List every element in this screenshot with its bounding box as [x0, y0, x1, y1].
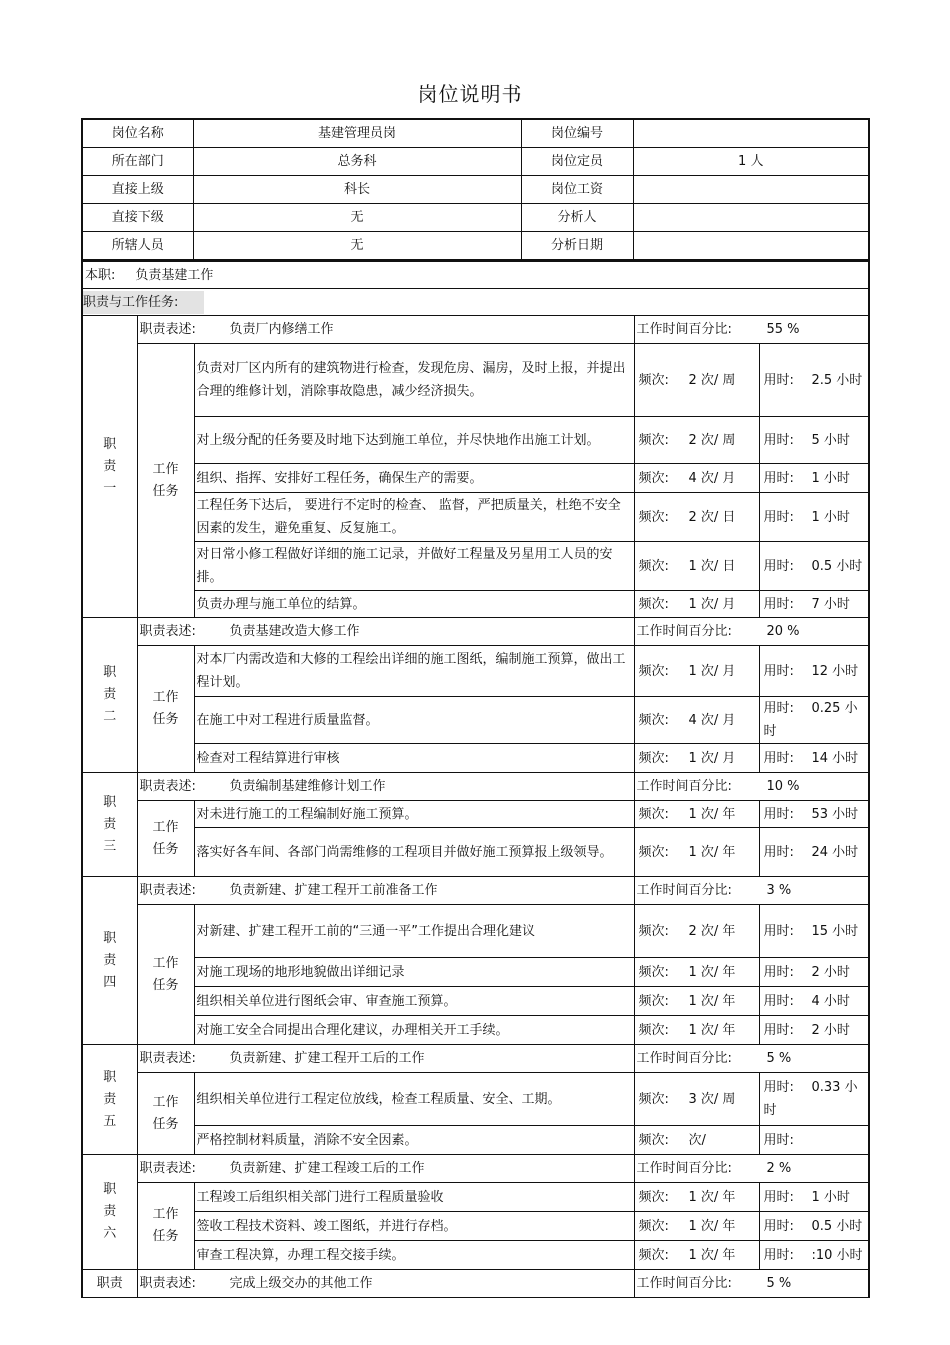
time-label: 用时:	[763, 1189, 794, 1205]
freq-label: 频次:	[638, 558, 669, 574]
freq-label: 频次:	[638, 432, 669, 448]
time-label: 用时:	[763, 964, 794, 980]
freq-value: 1 次/ 年	[688, 964, 736, 980]
task-frequency	[634, 1183, 759, 1212]
freq-value: 1 次/ 年	[688, 844, 736, 860]
freq-label: 频次:	[638, 1022, 669, 1038]
time-label: 用时:	[763, 1022, 794, 1038]
info-label2: 岗位编号	[521, 119, 633, 148]
info-value2	[633, 176, 869, 204]
time-value: 7 小时	[811, 596, 850, 612]
freq-label: 频次:	[638, 596, 669, 612]
freq-label: 频次:	[638, 844, 669, 860]
task-time	[759, 646, 869, 697]
percent-label: 工作时间百分比:	[636, 1276, 732, 1291]
info-value: 无	[193, 204, 521, 232]
time-label: 用时:	[763, 470, 794, 486]
task-time	[759, 1073, 869, 1126]
time-value: 5 小时	[811, 432, 850, 448]
freq-label: 频次:	[638, 964, 669, 980]
task-group-label: 工作任务	[137, 1183, 194, 1270]
duty-desc-row	[82, 877, 869, 905]
info-label: 直接下级	[82, 204, 193, 232]
info-label2: 分析日期	[521, 232, 633, 261]
time-value: 0.5 小时	[811, 558, 863, 574]
task-frequency	[634, 1016, 759, 1045]
task-frequency	[634, 493, 759, 542]
freq-label: 频次:	[638, 1247, 669, 1263]
freq-label: 频次:	[638, 923, 669, 939]
task-time	[759, 591, 869, 618]
task-text: 对上级分配的任务要及时地下达到施工单位，并尽快地作出施工计划。	[194, 417, 634, 464]
freq-value: 1 次/ 年	[688, 993, 736, 1009]
time-value: 1 小时	[811, 1189, 850, 1205]
percent-label: 工作时间百分比:	[636, 1161, 732, 1176]
duty-desc-cell	[137, 773, 634, 801]
task-group-label: 工作任务	[137, 801, 194, 877]
task-row	[82, 646, 869, 697]
duty-desc-text: 负责基建改造大修工作	[229, 624, 360, 639]
freq-value: 2 次/ 周	[688, 372, 736, 388]
freq-value: 2 次/ 日	[688, 509, 736, 525]
duty-desc-label: 职责表述:	[139, 322, 196, 337]
percent-label: 工作时间百分比:	[636, 624, 732, 639]
task-row	[82, 801, 869, 828]
percent-cell	[634, 877, 869, 905]
freq-label: 频次:	[638, 663, 669, 679]
freq-value: 2 次/ 周	[688, 432, 736, 448]
info-row	[82, 176, 869, 204]
freq-value: 1 次/ 年	[688, 1247, 736, 1263]
freq-value: 4 次/ 月	[688, 470, 736, 486]
freq-value: 次/	[688, 1132, 706, 1148]
freq-value: 1 次/ 年	[688, 1189, 736, 1205]
task-row	[82, 1212, 869, 1241]
freq-label: 频次:	[638, 1218, 669, 1234]
duty-desc-row	[82, 1045, 869, 1073]
freq-value: 1 次/ 月	[688, 596, 736, 612]
percent-value: 10 %	[766, 779, 800, 794]
task-text: 检查对工程结算进行审核	[194, 744, 634, 773]
task-frequency	[634, 591, 759, 618]
duty-name: 职责四	[82, 877, 137, 1045]
task-time	[759, 1016, 869, 1045]
duty-desc-text: 负责新建、扩建工程竣工后的工作	[229, 1161, 425, 1176]
info-label: 所在部门	[82, 148, 193, 176]
task-frequency	[634, 697, 759, 744]
task-row	[82, 591, 869, 618]
task-time	[759, 542, 869, 591]
task-row	[82, 1016, 869, 1045]
task-text: 落实好各车间、各部门尚需维修的工程项目并做好施工预算报上级领导。	[194, 828, 634, 877]
info-value: 科长	[193, 176, 521, 204]
task-frequency	[634, 646, 759, 697]
time-label: 用时:	[763, 1080, 794, 1095]
percent-value: 20 %	[766, 624, 800, 639]
task-row	[82, 987, 869, 1016]
freq-value: 2 次/ 年	[688, 923, 736, 939]
info-row	[82, 119, 869, 148]
task-text: 对施工安全合同提出合理化建议，办理相关开工手续。	[194, 1016, 634, 1045]
task-text: 组织、指挥、安排好工程任务，确保生产的需要。	[194, 464, 634, 493]
task-row	[82, 344, 869, 417]
task-row	[82, 1183, 869, 1212]
time-value: :10 小时	[811, 1247, 863, 1263]
time-value: 4 小时	[811, 993, 850, 1009]
document-title: 岗位说明书	[417, 82, 523, 106]
time-label: 用时:	[763, 806, 794, 822]
task-time	[759, 1126, 869, 1155]
percent-cell	[634, 618, 869, 646]
freq-label: 频次:	[638, 806, 669, 822]
task-time	[759, 417, 869, 464]
duty-desc-row	[82, 1270, 869, 1298]
duty-name: 职责	[82, 1270, 137, 1298]
freq-label: 频次:	[638, 1132, 669, 1148]
time-value: 2.5 小时	[811, 372, 863, 388]
task-text: 在施工中对工程进行质量监督。	[194, 697, 634, 744]
task-text: 对未进行施工的工程编制好施工预算。	[194, 801, 634, 828]
info-label: 岗位名称	[82, 119, 193, 148]
duty-desc-row	[82, 618, 869, 646]
freq-label: 频次:	[638, 470, 669, 486]
info-label2: 岗位工资	[521, 176, 633, 204]
info-value: 基建管理员岗	[193, 119, 521, 148]
info-value2	[633, 232, 869, 261]
main-duty-text: 负责基建工作	[135, 267, 214, 283]
duties-table	[81, 260, 870, 1298]
duty-desc-cell	[137, 1155, 634, 1183]
duty-desc-label: 职责表述:	[139, 1276, 196, 1291]
task-row	[82, 1073, 869, 1126]
duty-desc-row	[82, 1155, 869, 1183]
info-value2: 1 人	[633, 148, 869, 176]
duty-desc-cell	[137, 316, 634, 344]
duty-desc-text: 负责编制基建维修计划工作	[229, 779, 386, 794]
info-row	[82, 232, 869, 261]
time-value: 14 小时	[811, 750, 859, 766]
task-time	[759, 464, 869, 493]
percent-cell	[634, 773, 869, 801]
task-text: 对施工现场的地形地貌做出详细记录	[194, 958, 634, 987]
duty-desc-row	[82, 316, 869, 344]
info-label: 直接上级	[82, 176, 193, 204]
info-label2: 分析人	[521, 204, 633, 232]
task-frequency	[634, 801, 759, 828]
task-time	[759, 1241, 869, 1270]
freq-value: 3 次/ 周	[688, 1091, 736, 1107]
task-group-label: 工作任务	[137, 905, 194, 1045]
percent-value: 55 %	[766, 322, 800, 337]
time-label: 用时:	[763, 923, 794, 939]
percent-cell	[634, 1045, 869, 1073]
task-group-label: 工作任务	[137, 646, 194, 773]
task-time	[759, 801, 869, 828]
task-frequency	[634, 987, 759, 1016]
duty-desc-cell	[137, 618, 634, 646]
task-frequency	[634, 958, 759, 987]
task-row	[82, 493, 869, 542]
percent-label: 工作时间百分比:	[636, 322, 732, 337]
percent-value: 3 %	[766, 883, 792, 898]
task-text: 对日常小修工程做好详细的施工记录，并做好工程量及另星用工人员的安排。	[194, 542, 634, 591]
duties-header: 职责与工作任务:	[83, 291, 204, 314]
task-text: 对新建、扩建工程开工前的“三通一平”工作提出合理化建议	[194, 905, 634, 958]
freq-value: 1 次/ 月	[688, 663, 736, 679]
duty-desc-label: 职责表述:	[139, 1161, 196, 1176]
duty-name: 职责二	[82, 618, 137, 773]
duty-desc-label: 职责表述:	[139, 779, 196, 794]
duty-desc-text: 负责新建、扩建工程开工前准备工作	[229, 883, 438, 898]
task-time	[759, 744, 869, 773]
percent-label: 工作时间百分比:	[636, 1051, 732, 1066]
main-duty-row	[82, 261, 869, 289]
duty-desc-label: 职责表述:	[139, 1051, 196, 1066]
time-label: 用时:	[763, 372, 794, 388]
freq-value: 1 次/ 年	[688, 1022, 736, 1038]
time-label: 用时:	[763, 750, 794, 766]
task-row	[82, 1241, 869, 1270]
task-time	[759, 697, 869, 744]
task-text: 负责办理与施工单位的结算。	[194, 591, 634, 618]
task-text: 严格控制材料质量，消除不安全因素。	[194, 1126, 634, 1155]
info-value2	[633, 119, 869, 148]
percent-cell	[634, 316, 869, 344]
task-row	[82, 744, 869, 773]
task-frequency	[634, 905, 759, 958]
task-frequency	[634, 828, 759, 877]
time-label: 用时:	[763, 596, 794, 612]
info-row	[82, 204, 869, 232]
percent-value: 5 %	[766, 1051, 792, 1066]
percent-value: 2 %	[766, 1161, 792, 1176]
task-row	[82, 905, 869, 958]
freq-label: 频次:	[638, 1091, 669, 1107]
percent-value: 5 %	[766, 1276, 792, 1291]
task-row	[82, 697, 869, 744]
duty-name: 职责五	[82, 1045, 137, 1155]
freq-value: 1 次/ 日	[688, 558, 736, 574]
duties-header-row	[82, 289, 869, 316]
task-time	[759, 1212, 869, 1241]
info-value: 总务科	[193, 148, 521, 176]
duty-desc-cell	[137, 1045, 634, 1073]
duty-name: 职责三	[82, 773, 137, 877]
task-frequency	[634, 744, 759, 773]
time-label: 用时:	[763, 1132, 794, 1148]
duty-desc-label: 职责表述:	[139, 624, 196, 639]
task-row	[82, 1126, 869, 1155]
time-value: 1 小时	[811, 509, 850, 525]
task-frequency	[634, 1126, 759, 1155]
freq-value: 1 次/ 月	[688, 750, 736, 766]
task-time	[759, 828, 869, 877]
time-label: 用时:	[763, 844, 794, 860]
duty-desc-text: 完成上级交办的其他工作	[229, 1276, 373, 1291]
duty-name: 职责一	[82, 316, 137, 618]
task-group-label: 工作任务	[137, 1073, 194, 1155]
time-value: 12 小时	[811, 663, 859, 679]
task-row	[82, 464, 869, 493]
task-frequency	[634, 344, 759, 417]
task-text: 签收工程技术资料、竣工图纸，并进行存档。	[194, 1212, 634, 1241]
time-label: 用时:	[763, 1247, 794, 1263]
duty-desc-cell	[137, 1270, 634, 1298]
freq-label: 频次:	[638, 372, 669, 388]
task-text: 对本厂内需改造和大修的工程绘出详细的施工图纸，编制施工预算，做出工程计划。	[194, 646, 634, 697]
freq-label: 频次:	[638, 509, 669, 525]
time-value: 0.25 小时	[763, 701, 858, 739]
percent-label: 工作时间百分比:	[636, 883, 732, 898]
freq-label: 频次:	[638, 750, 669, 766]
task-text: 负责对厂区内所有的建筑物进行检查，发现危房、漏房，及时上报，并提出合理的维修计划，消除事故隐患，减少经济损失。	[194, 344, 634, 417]
task-time	[759, 905, 869, 958]
time-label: 用时:	[763, 558, 794, 574]
time-value: 2 小时	[811, 1022, 850, 1038]
task-text: 工程任务下达后， 要进行不定时的检查、 监督，严把质量关，杜绝不安全因素的发生，避免重复、反复施工。	[194, 493, 634, 542]
task-group-label: 工作任务	[137, 344, 194, 618]
task-row	[82, 417, 869, 464]
freq-label: 频次:	[638, 712, 669, 728]
time-label: 用时:	[763, 432, 794, 448]
info-label2: 岗位定员	[521, 148, 633, 176]
time-label: 用时:	[763, 701, 794, 716]
info-row	[82, 148, 869, 176]
percent-cell	[634, 1155, 869, 1183]
time-label: 用时:	[763, 993, 794, 1009]
time-value: 2 小时	[811, 964, 850, 980]
task-row	[82, 542, 869, 591]
task-time	[759, 344, 869, 417]
main-duty-label: 本职:	[85, 267, 116, 283]
task-frequency	[634, 1241, 759, 1270]
duty-desc-row	[82, 773, 869, 801]
task-text: 工程竣工后组织相关部门进行工程质量验收	[194, 1183, 634, 1212]
freq-value: 1 次/ 年	[688, 806, 736, 822]
time-value: 0.5 小时	[811, 1218, 863, 1234]
duty-desc-cell	[137, 877, 634, 905]
task-text: 审查工程决算，办理工程交接手续。	[194, 1241, 634, 1270]
task-frequency	[634, 417, 759, 464]
basic-info-table	[81, 118, 870, 261]
time-value: 24 小时	[811, 844, 859, 860]
task-time	[759, 493, 869, 542]
duty-desc-label: 职责表述:	[139, 883, 196, 898]
percent-cell	[634, 1270, 869, 1298]
time-label: 用时:	[763, 1218, 794, 1234]
task-text: 组织相关单位进行图纸会审、审查施工预算。	[194, 987, 634, 1016]
task-frequency	[634, 464, 759, 493]
info-value: 无	[193, 232, 521, 261]
task-row	[82, 958, 869, 987]
time-value: 0.33 小时	[763, 1080, 858, 1118]
freq-value: 4 次/ 月	[688, 712, 736, 728]
task-row	[82, 828, 869, 877]
time-label: 用时:	[763, 509, 794, 525]
freq-label: 频次:	[638, 993, 669, 1009]
duty-name: 职责六	[82, 1155, 137, 1270]
task-text: 组织相关单位进行工程定位放线，检查工程质量、安全、工期。	[194, 1073, 634, 1126]
task-frequency	[634, 1073, 759, 1126]
task-time	[759, 958, 869, 987]
task-time	[759, 1183, 869, 1212]
duty-desc-text: 负责新建、扩建工程开工后的工作	[229, 1051, 425, 1066]
task-time	[759, 987, 869, 1016]
task-frequency	[634, 1212, 759, 1241]
percent-label: 工作时间百分比:	[636, 779, 732, 794]
task-frequency	[634, 542, 759, 591]
freq-value: 1 次/ 年	[688, 1218, 736, 1234]
info-value2	[633, 204, 869, 232]
freq-label: 频次:	[638, 1189, 669, 1205]
info-label: 所辖人员	[82, 232, 193, 261]
duty-desc-text: 负责厂内修缮工作	[229, 322, 334, 337]
time-label: 用时:	[763, 663, 794, 679]
time-value: 53 小时	[811, 806, 859, 822]
time-value: 1 小时	[811, 470, 850, 486]
time-value: 15 小时	[811, 923, 859, 939]
